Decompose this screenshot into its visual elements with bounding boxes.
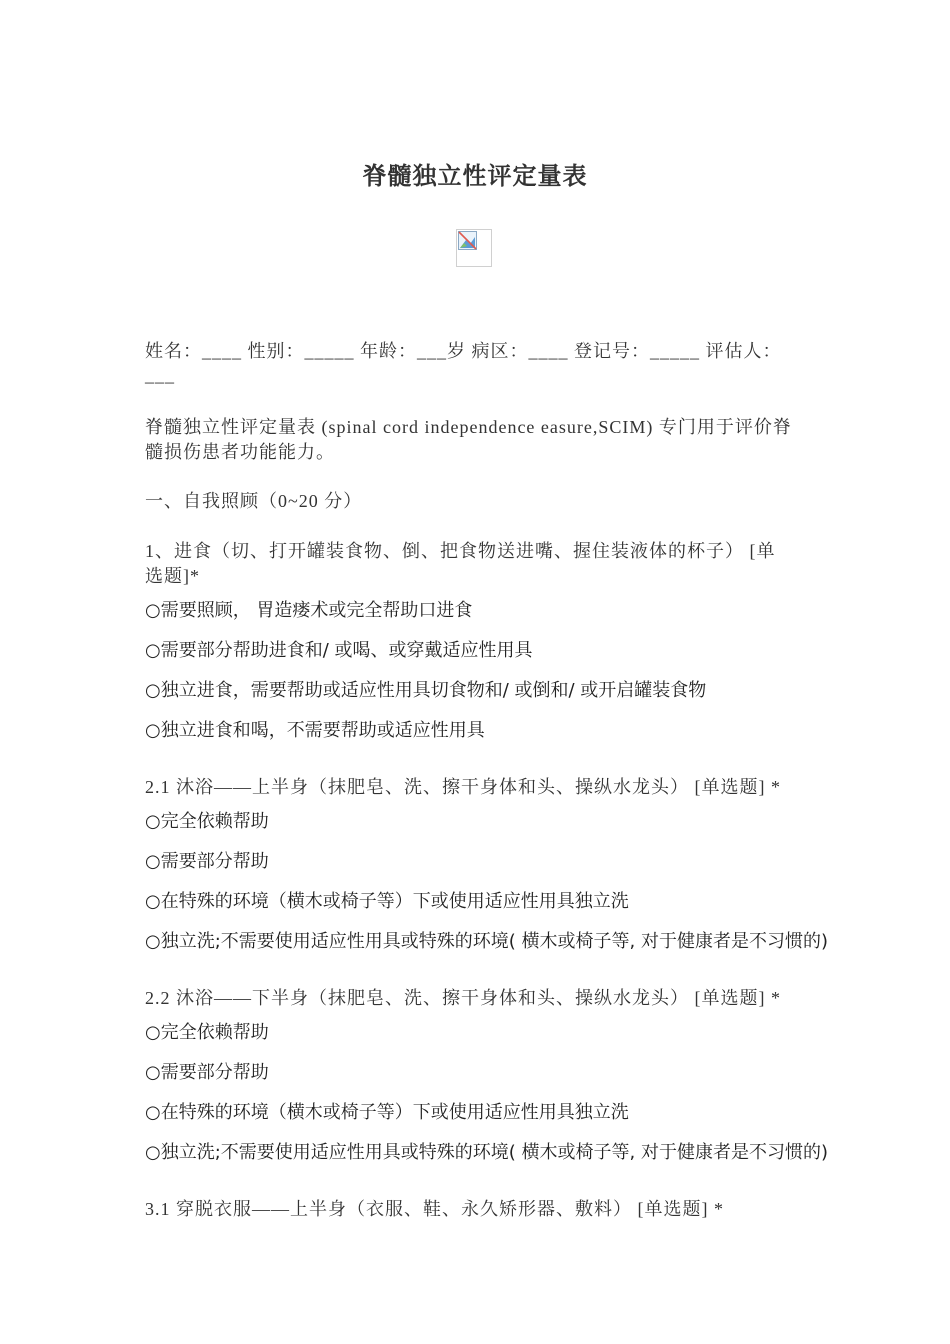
intro-paragraph: 脊髓独立性评定量表 (spinal cord independence easure,SCIM) 专门用于评价脊 [145, 417, 792, 437]
question-title: 1、进食（切、打开罐装食物、倒、把食物送进嘴、握住装液体的杯子） [单 [145, 541, 776, 561]
question-title: 3.1 穿脱衣服——上半身（衣服、鞋、永久矫形器、敷料） [单选题] * [145, 1199, 724, 1219]
radio-option[interactable]: ○独立洗;不需要使用适应性用具或特殊的环境( 横木或椅子等, 对于健康者是不习惯的) [145, 1142, 828, 1163]
question-title: 2.2 沐浴——下半身（抹肥皂、洗、擦干身体和头、操纵水龙头） [单选题] * [145, 988, 781, 1008]
radio-option[interactable]: ○独立进食和喝，不需要帮助或适应性用具 [145, 720, 485, 741]
document-title: 脊髓独立性评定量表 [362, 164, 588, 190]
radio-option[interactable]: ○独立进食，需要帮助或适应性用具切食物和/ 或倒和/ 或开启罐装食物 [145, 680, 707, 701]
radio-option[interactable]: ○需要部分帮助 [145, 851, 269, 872]
radio-option[interactable]: ○需要部分帮助 [145, 1062, 269, 1083]
intro-paragraph-cont: 髓损伤患者功能能力。 [145, 442, 335, 462]
patient-info-line-cont: ___ [145, 365, 175, 385]
radio-option[interactable]: ○完全依赖帮助 [145, 811, 269, 832]
broken-image-icon [456, 229, 492, 267]
radio-option[interactable]: ○需要照顾， 胃造瘘术或完全帮助口进食 [145, 600, 473, 621]
radio-option[interactable]: ○需要部分帮助进食和/ 或喝、或穿戴适应性用具 [145, 640, 533, 661]
radio-option[interactable]: ○完全依赖帮助 [145, 1022, 269, 1043]
question-title: 2.1 沐浴——上半身（抹肥皂、洗、擦干身体和头、操纵水龙头） [单选题] * [145, 777, 781, 797]
patient-info-line: 姓名：____ 性别：_____ 年龄：___岁 病区：____ 登记号：_____ 评估人： [145, 341, 782, 361]
section-heading: 一、自我照顾（0~20 分） [145, 491, 363, 511]
radio-option[interactable]: ○独立洗;不需要使用适应性用具或特殊的环境( 横木或椅子等, 对于健康者是不习惯的) [145, 931, 828, 952]
radio-option[interactable]: ○在特殊的环境（横木或椅子等）下或使用适应性用具独立洗 [145, 891, 629, 912]
question-title-cont: 选题]* [145, 566, 200, 586]
radio-option[interactable]: ○在特殊的环境（横木或椅子等）下或使用适应性用具独立洗 [145, 1102, 629, 1123]
